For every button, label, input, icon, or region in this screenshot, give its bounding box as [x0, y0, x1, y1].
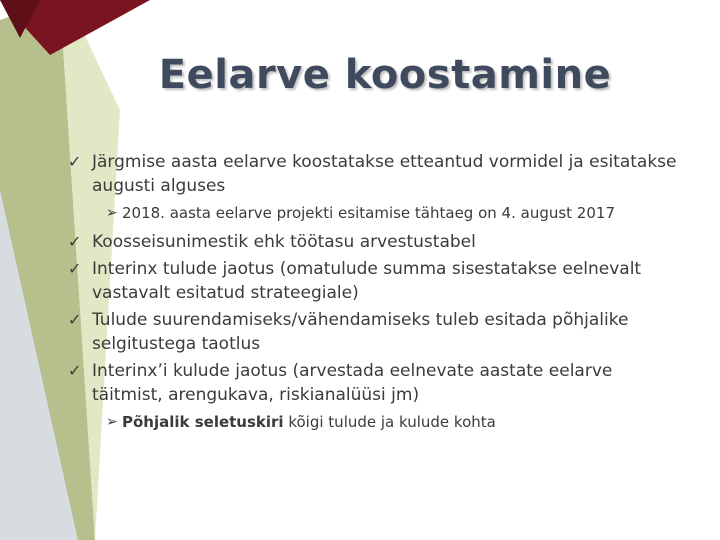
checkmark-icon: ✓ [68, 310, 82, 329]
bullet-text: Koosseisunimestik ehk töötasu arvestustabel [92, 232, 476, 252]
checkmark-icon: ✓ [68, 259, 82, 278]
checkmark-icon: ✓ [68, 232, 82, 251]
checkmark-icon: ✓ [68, 152, 82, 171]
bullet-item [68, 308, 688, 356]
slide-title: Eelarve koostamine [158, 52, 612, 98]
checkmark-icon: ✓ [68, 361, 82, 380]
sub-bullet-item [68, 411, 688, 433]
bullet-item [68, 257, 688, 305]
sub-bullet-bold-text: Põhjalik seletuskiri [122, 413, 284, 431]
arrow-icon: ➢ [106, 414, 118, 430]
bullet-item [68, 359, 688, 407]
bullet-item [68, 150, 688, 198]
bullet-text: Järgmise aasta eelarve koostatakse etteantud vormidel ja esitatakse augusti alguses [92, 152, 677, 196]
bullet-text: Tulude suurendamiseks/vähendamiseks tuleb esitada põhjalike selgitustega taotlus [92, 310, 629, 354]
sub-bullet-text: 2018. aasta eelarve projekti esitamise tähtaeg on 4. august 2017 [122, 204, 615, 222]
arrow-icon: ➢ [106, 205, 118, 221]
bullet-text: Interinx’i kulude jaotus (arvestada eelnevate aastate eelarve täitmist, arengukava, riskianalüüsi jm) [92, 361, 613, 405]
bullet-text: Interinx tulude jaotus (omatulude summa sisestatakse eelnevalt vastavalt esitatud strateegiale) [92, 259, 642, 303]
bullet-item [68, 230, 688, 254]
sub-bullet-text: kõigi tulude ja kulude kohta [283, 413, 496, 431]
sub-bullet-item [68, 202, 688, 224]
bullet-list [68, 150, 688, 439]
